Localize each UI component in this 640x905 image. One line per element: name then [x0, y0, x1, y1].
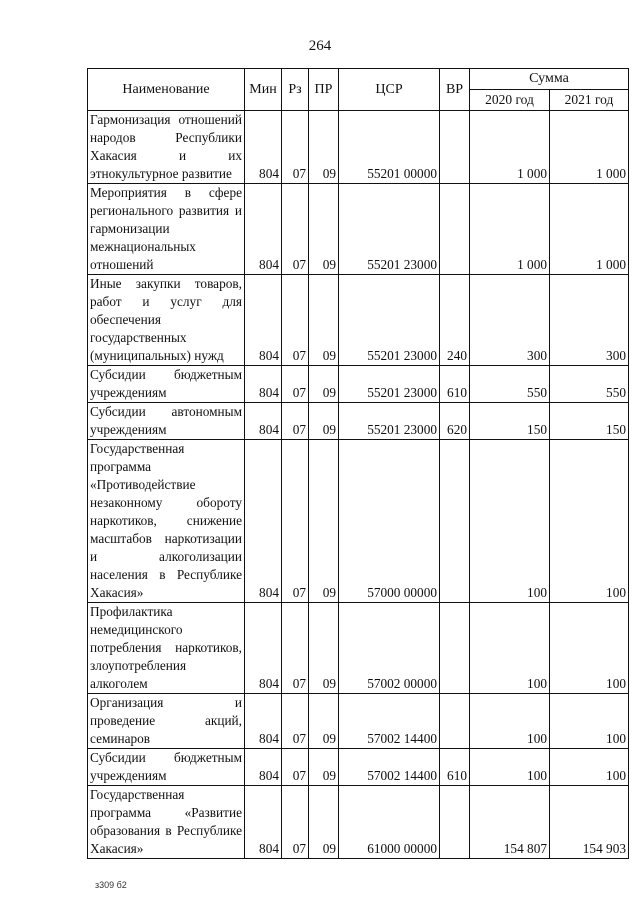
row-rz: 07 — [282, 111, 309, 184]
row-min: 804 — [245, 694, 282, 749]
row-2020: 100 — [470, 440, 550, 603]
row-min: 804 — [245, 786, 282, 859]
row-name: Субсидии автономным учреждениям — [88, 403, 245, 440]
header-min: Мин — [245, 69, 282, 111]
row-min: 804 — [245, 403, 282, 440]
row-min: 804 — [245, 275, 282, 366]
row-vr: 610 — [440, 749, 470, 786]
row-rz: 07 — [282, 275, 309, 366]
row-name: Иные закупки товаров, работ и услуг для обеспечения государственных (муниципальных) нужд — [88, 275, 245, 366]
row-rz: 07 — [282, 603, 309, 694]
row-2020: 150 — [470, 403, 550, 440]
table-row — [88, 603, 629, 694]
row-min: 804 — [245, 111, 282, 184]
row-csr: 57002 14400 — [339, 694, 440, 749]
row-pr: 09 — [309, 440, 339, 603]
budget-table — [87, 68, 629, 859]
row-csr: 57002 00000 — [339, 603, 440, 694]
table-row — [88, 749, 629, 786]
row-vr — [440, 694, 470, 749]
row-rz: 07 — [282, 694, 309, 749]
header-name: Наименование — [88, 69, 245, 111]
table-row — [88, 366, 629, 403]
row-2020: 300 — [470, 275, 550, 366]
row-rz: 07 — [282, 184, 309, 275]
row-rz: 07 — [282, 403, 309, 440]
row-vr: 610 — [440, 366, 470, 403]
row-name: Субсидии бюджетным учреждениям — [88, 749, 245, 786]
row-2020: 1 000 — [470, 184, 550, 275]
row-min: 804 — [245, 184, 282, 275]
row-csr: 55201 23000 — [339, 275, 440, 366]
table-row — [88, 184, 629, 275]
row-vr — [440, 184, 470, 275]
row-2021: 550 — [550, 366, 629, 403]
row-pr: 09 — [309, 184, 339, 275]
header-sum: Сумма — [470, 69, 629, 90]
row-pr: 09 — [309, 111, 339, 184]
row-csr: 61000 00000 — [339, 786, 440, 859]
row-name: Субсидии бюджетным учреждениям — [88, 366, 245, 403]
row-csr: 55201 00000 — [339, 111, 440, 184]
row-name: Государственная программа «Противодействие незаконному обороту наркотиков, снижение масштабов наркотизации и алкоголизации населения в Республике Хакасия» — [88, 440, 245, 603]
row-min: 804 — [245, 440, 282, 603]
table-row — [88, 403, 629, 440]
row-csr: 57000 00000 — [339, 440, 440, 603]
row-vr: 620 — [440, 403, 470, 440]
row-2021: 100 — [550, 603, 629, 694]
header-pr: ПР — [309, 69, 339, 111]
row-2020: 154 807 — [470, 786, 550, 859]
row-csr: 57002 14400 — [339, 749, 440, 786]
table-row — [88, 440, 629, 603]
row-2021: 154 903 — [550, 786, 629, 859]
row-name: Организация и проведение акций, семинаров — [88, 694, 245, 749]
row-vr — [440, 786, 470, 859]
row-pr: 09 — [309, 366, 339, 403]
row-min: 804 — [245, 366, 282, 403]
header-csr: ЦСР — [339, 69, 440, 111]
row-csr: 55201 23000 — [339, 184, 440, 275]
row-pr: 09 — [309, 603, 339, 694]
row-name: Гармонизация отношений народов Республики Хакасия и их этнокультурное развитие — [88, 111, 245, 184]
header-rz: Рз — [282, 69, 309, 111]
row-2021: 150 — [550, 403, 629, 440]
row-name: Государственная программа «Развитие образования в Республике Хакасия» — [88, 786, 245, 859]
row-pr: 09 — [309, 275, 339, 366]
row-2020: 1 000 — [470, 111, 550, 184]
row-vr: 240 — [440, 275, 470, 366]
row-2021: 100 — [550, 749, 629, 786]
row-2021: 1 000 — [550, 184, 629, 275]
header-vr: ВР — [440, 69, 470, 111]
row-2021: 300 — [550, 275, 629, 366]
row-2020: 100 — [470, 694, 550, 749]
header-2021: 2021 год — [550, 90, 629, 111]
row-2021: 100 — [550, 694, 629, 749]
row-vr — [440, 111, 470, 184]
row-2021: 1 000 — [550, 111, 629, 184]
table-row — [88, 275, 629, 366]
row-pr: 09 — [309, 786, 339, 859]
row-name: Профилактика немедицинского потребления наркотиков, злоупотребления алкоголем — [88, 603, 245, 694]
row-min: 804 — [245, 603, 282, 694]
row-rz: 07 — [282, 786, 309, 859]
row-rz: 07 — [282, 440, 309, 603]
page-number: 264 — [308, 38, 332, 54]
table-row — [88, 694, 629, 749]
row-pr: 09 — [309, 694, 339, 749]
row-csr: 55201 23000 — [339, 403, 440, 440]
row-vr — [440, 603, 470, 694]
footer-code: з309 б2 — [95, 880, 127, 890]
row-2020: 100 — [470, 603, 550, 694]
row-min: 804 — [245, 749, 282, 786]
row-pr: 09 — [309, 749, 339, 786]
table-row — [88, 111, 629, 184]
header-2020: 2020 год — [470, 90, 550, 111]
row-name: Мероприятия в сфере регионального развития и гармонизации межнациональных отношений — [88, 184, 245, 275]
row-2020: 550 — [470, 366, 550, 403]
row-rz: 07 — [282, 749, 309, 786]
row-csr: 55201 23000 — [339, 366, 440, 403]
row-vr — [440, 440, 470, 603]
row-2020: 100 — [470, 749, 550, 786]
row-rz: 07 — [282, 366, 309, 403]
row-pr: 09 — [309, 403, 339, 440]
row-2021: 100 — [550, 440, 629, 603]
table-row — [88, 786, 629, 859]
